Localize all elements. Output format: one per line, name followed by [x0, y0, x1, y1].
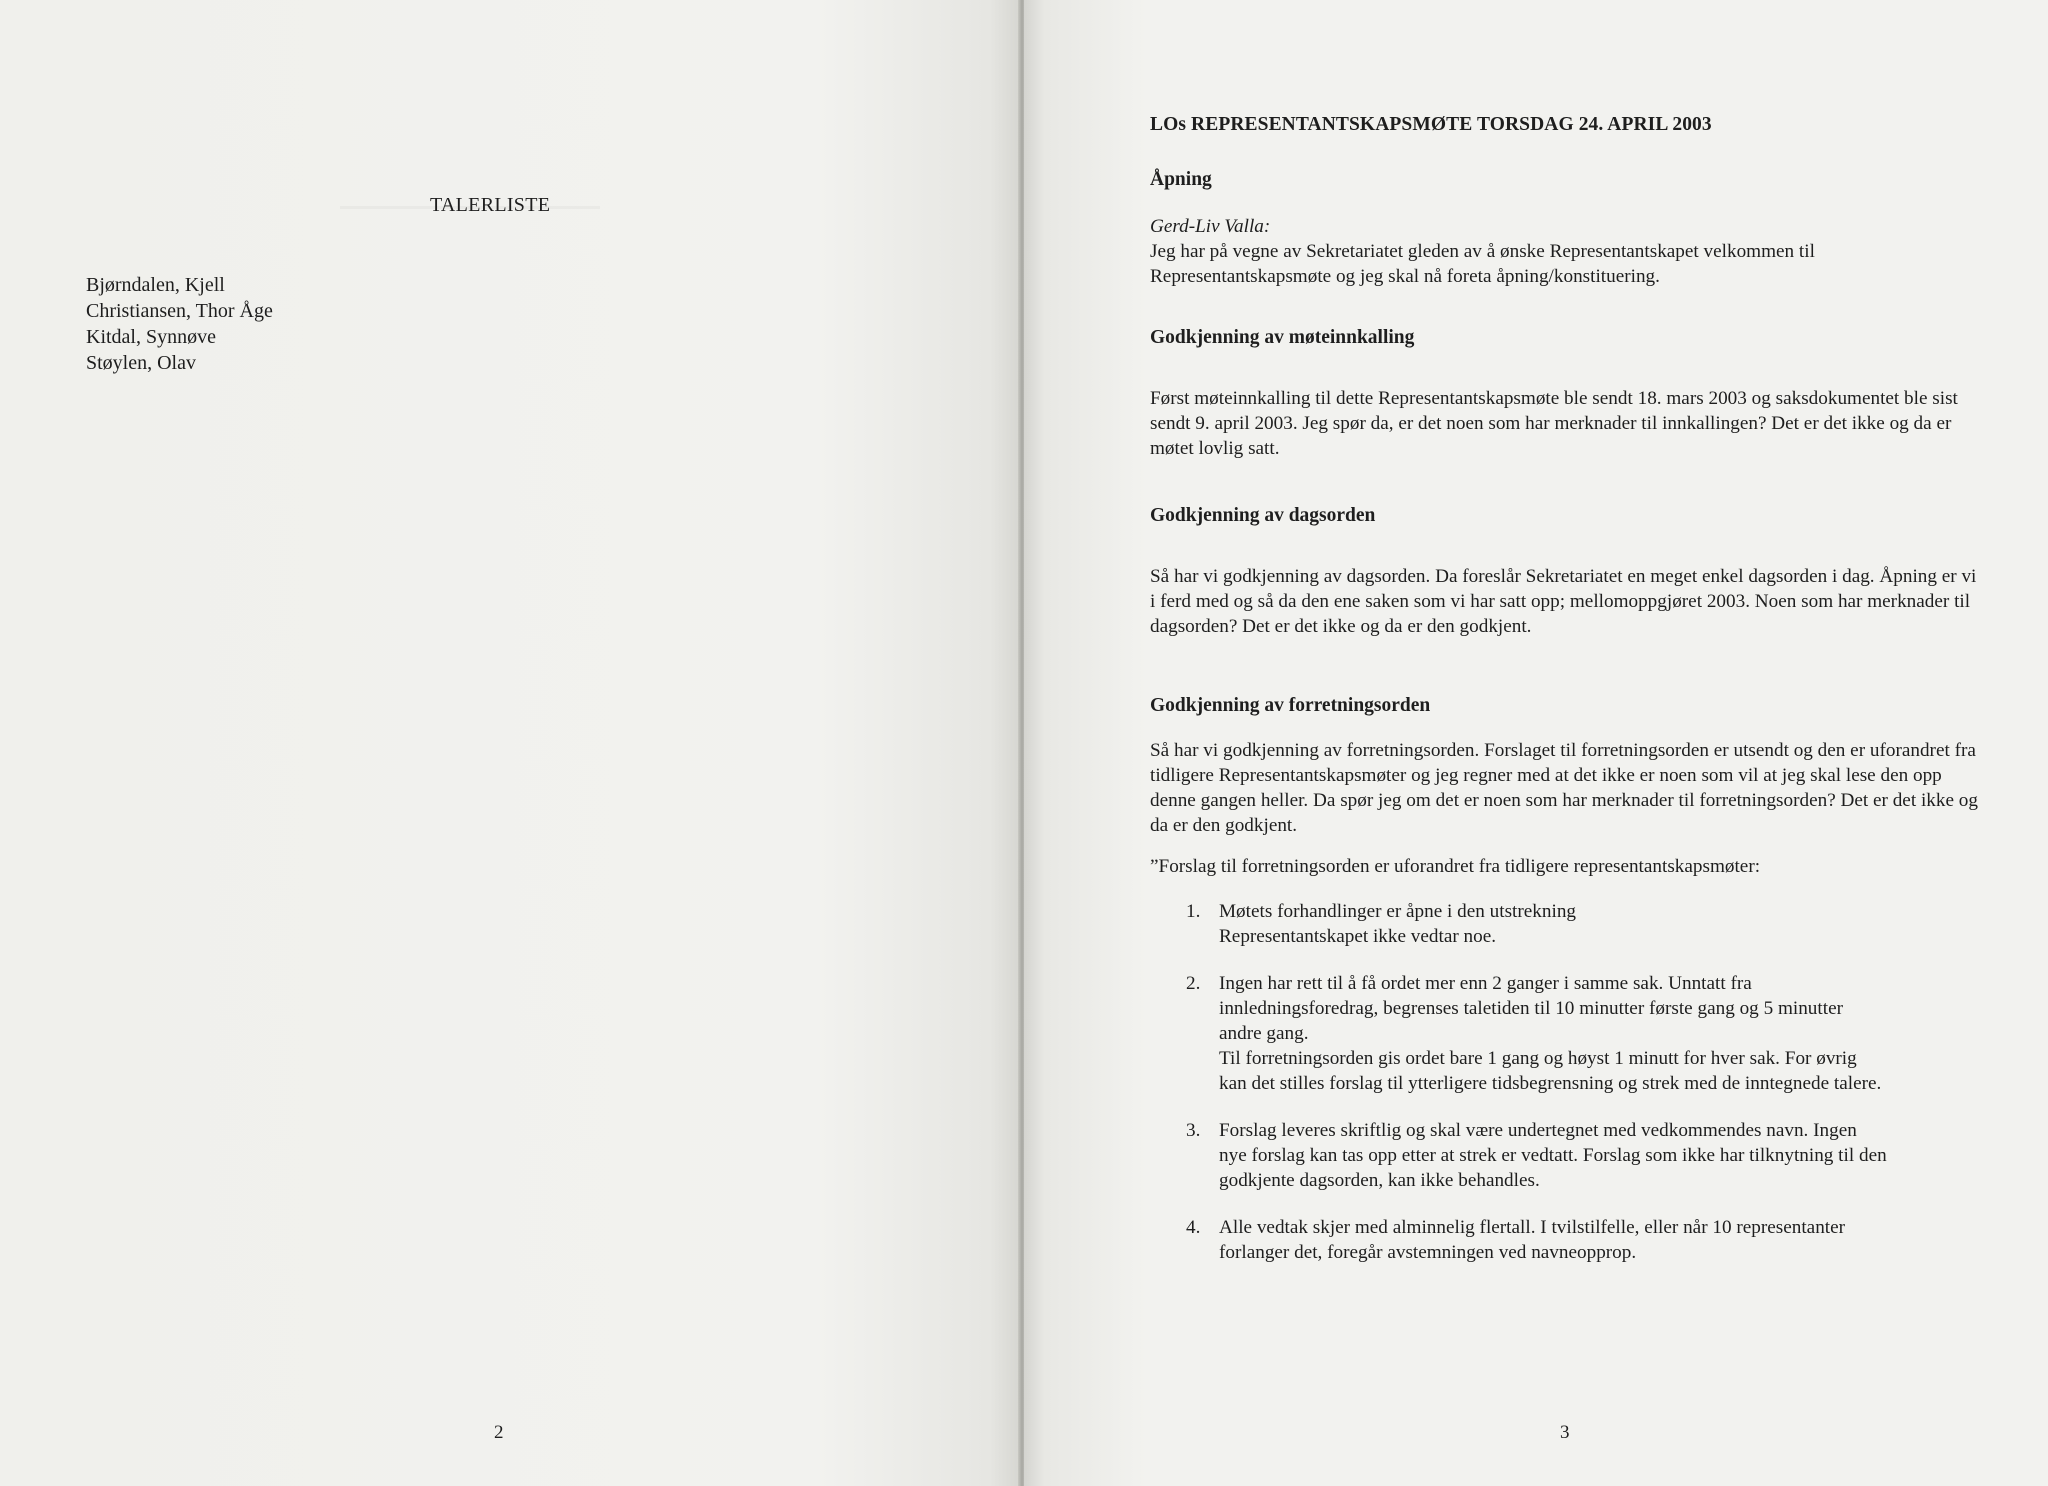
list-line: andre gang. — [1219, 1023, 1309, 1044]
list-line: forlanger det, foregår avstemningen ved navneopprop. — [1219, 1242, 1637, 1263]
speaker-name: Bjørndalen, Kjell — [86, 274, 225, 296]
section-heading-opening: Åpning — [1150, 169, 1212, 190]
right-page-content — [1150, 112, 1980, 1277]
list-line: Forslag leveres skriftlig og skal være undertegnet med vedkommendes navn. Ingen — [1219, 1120, 1857, 1141]
speaker-label: Gerd-Liv Valla: — [1150, 216, 1271, 237]
list-number: 3. — [1186, 1120, 1201, 1141]
rules-list-item — [1150, 899, 1980, 949]
list-line: Møtets forhandlinger er åpne i den utstrekning — [1219, 901, 1577, 922]
section-heading-rules-approval: Godkjenning av forretningsorden — [1150, 695, 1431, 716]
section-heading-meeting-approval: Godkjenning av møteinnkalling — [1150, 327, 1415, 348]
rules-list-item — [1150, 1215, 1980, 1265]
speaker-name: Kitdal, Synnøve — [86, 326, 216, 348]
agenda-approval-paragraph: Så har vi godkjenning av dagsorden. Da foreslår Sekretariatet en meget enkel dagsorden i dag. Åpning er vi i ferd med og så da den ene saken som vi har satt opp; mellomoppgjøret 2003. Noen som har merknader til dagsorden? Det er det ikke og da er den godkjent. — [1150, 566, 1977, 637]
rules-quote-intro: ”Forslag til forretningsorden er uforandret fra tidligere representantskapsmøter: — [1150, 856, 1761, 877]
list-line: innledningsforedrag, begrenses taletiden til 10 minutter første gang og 5 minutter — [1219, 998, 1843, 1019]
page-number-right: 3 — [1560, 1422, 1570, 1443]
opening-paragraph: Jeg har på vegne av Sekretariatet gleden av å ønske Representantskapet velkommen til Representantskapsmøte og jeg skal nå foreta åpning/konstituering. — [1150, 241, 1815, 287]
speaker-name: Støylen, Olav — [86, 352, 196, 374]
list-line: Representantskapet ikke vedtar noe. — [1219, 926, 1497, 947]
document-title: LOs REPRESENTANTSKAPSMØTE TORSDAG 24. APRIL 2003 — [1150, 114, 1712, 135]
list-line: Ingen har rett til å få ordet mer enn 2 ganger i samme sak. Unntatt fra — [1219, 973, 1752, 994]
speaker-name: Christiansen, Thor Åge — [86, 300, 273, 322]
meeting-approval-paragraph: Først møteinnkalling til dette Representantskapsmøte ble sendt 18. mars 2003 og saksdokumentet ble sist sendt 9. april 2003. Jeg spør da, er det noen som har merknader til innkallingen? Det er det ikke og da er møtet lovlig satt. — [1150, 388, 1958, 459]
speaker-list — [86, 272, 273, 376]
rules-approval-paragraph: Så har vi godkjenning av forretningsorden. Forslaget til forretningsorden er utsendt og den er uforandret fra tidligere Representantskapsmøter og jeg regner med at det ikke er noen som vil at jeg skal lese den opp denne gangen heller. Da spør jeg om det er noen som har merknader til forretningsorden? Det er det ikke og da er den godkjent. — [1150, 740, 1978, 836]
list-line: Alle vedtak skjer med alminnelig flertall. I tvilstilfelle, eller når 10 representanter — [1219, 1217, 1846, 1238]
list-number: 2. — [1186, 973, 1201, 994]
list-line: Til forretningsorden gis ordet bare 1 gang og høyst 1 minutt for hver sak. For øvrig — [1219, 1048, 1857, 1069]
list-line: kan det stilles forslag til ytterligere tidsbegrensning og strek med de inntegnede talere. — [1219, 1073, 1882, 1094]
rules-list — [1150, 899, 1980, 1265]
rules-list-item — [1150, 1118, 1980, 1193]
talerliste-title: TALERLISTE — [430, 194, 551, 216]
list-line: nye forslag kan tas opp etter at strek er vedtatt. Forslag som ikke har tilknytning til den — [1219, 1145, 1887, 1166]
page-number-left: 2 — [494, 1422, 504, 1443]
section-heading-agenda-approval: Godkjenning av dagsorden — [1150, 505, 1376, 526]
list-number: 4. — [1186, 1217, 1201, 1238]
rules-list-item — [1150, 971, 1980, 1096]
left-page — [0, 0, 1020, 1486]
show-through-left — [340, 196, 940, 636]
list-line: godkjente dagsorden, kan ikke behandles. — [1219, 1170, 1540, 1191]
list-number: 1. — [1186, 901, 1201, 922]
